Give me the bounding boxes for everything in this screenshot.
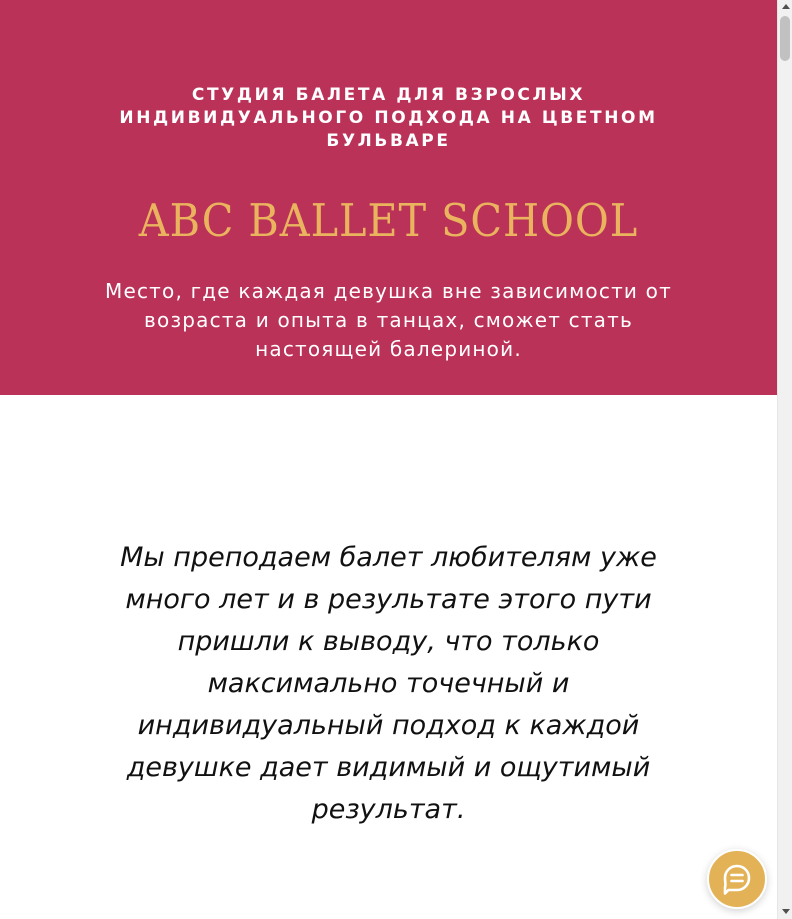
brand-title: ABC BALLET SCHOOL [138, 194, 639, 247]
intro-quote: Мы преподаем балет любителям уже много лет и в результате этого пути пришли к выводу, что только максимально точечный и индивидуальный подход к каждой девушке дает видимый и ощутимый результат. [120, 542, 657, 825]
hero-subtitle: СТУДИЯ БАЛЕТА ДЛЯ ВЗРОСЛЫХ ИНДИВИДУАЛЬНОГО ПОДХОДА НА ЦВЕТНОМ БУЛЬВАРЕ [119, 85, 658, 151]
chat-button[interactable] [707, 849, 767, 909]
hero-section [0, 0, 777, 395]
scrollbar-thumb[interactable] [780, 16, 790, 61]
vertical-scrollbar[interactable] [777, 0, 792, 919]
hero-description: Место, где каждая девушка вне зависимости от возраста и опыта в танцах, сможет стать настоящей балериной. [105, 279, 672, 361]
scroll-up-arrow-icon[interactable] [782, 4, 790, 9]
scroll-down-arrow-icon[interactable] [782, 909, 790, 914]
chat-bubble-icon [717, 859, 757, 899]
